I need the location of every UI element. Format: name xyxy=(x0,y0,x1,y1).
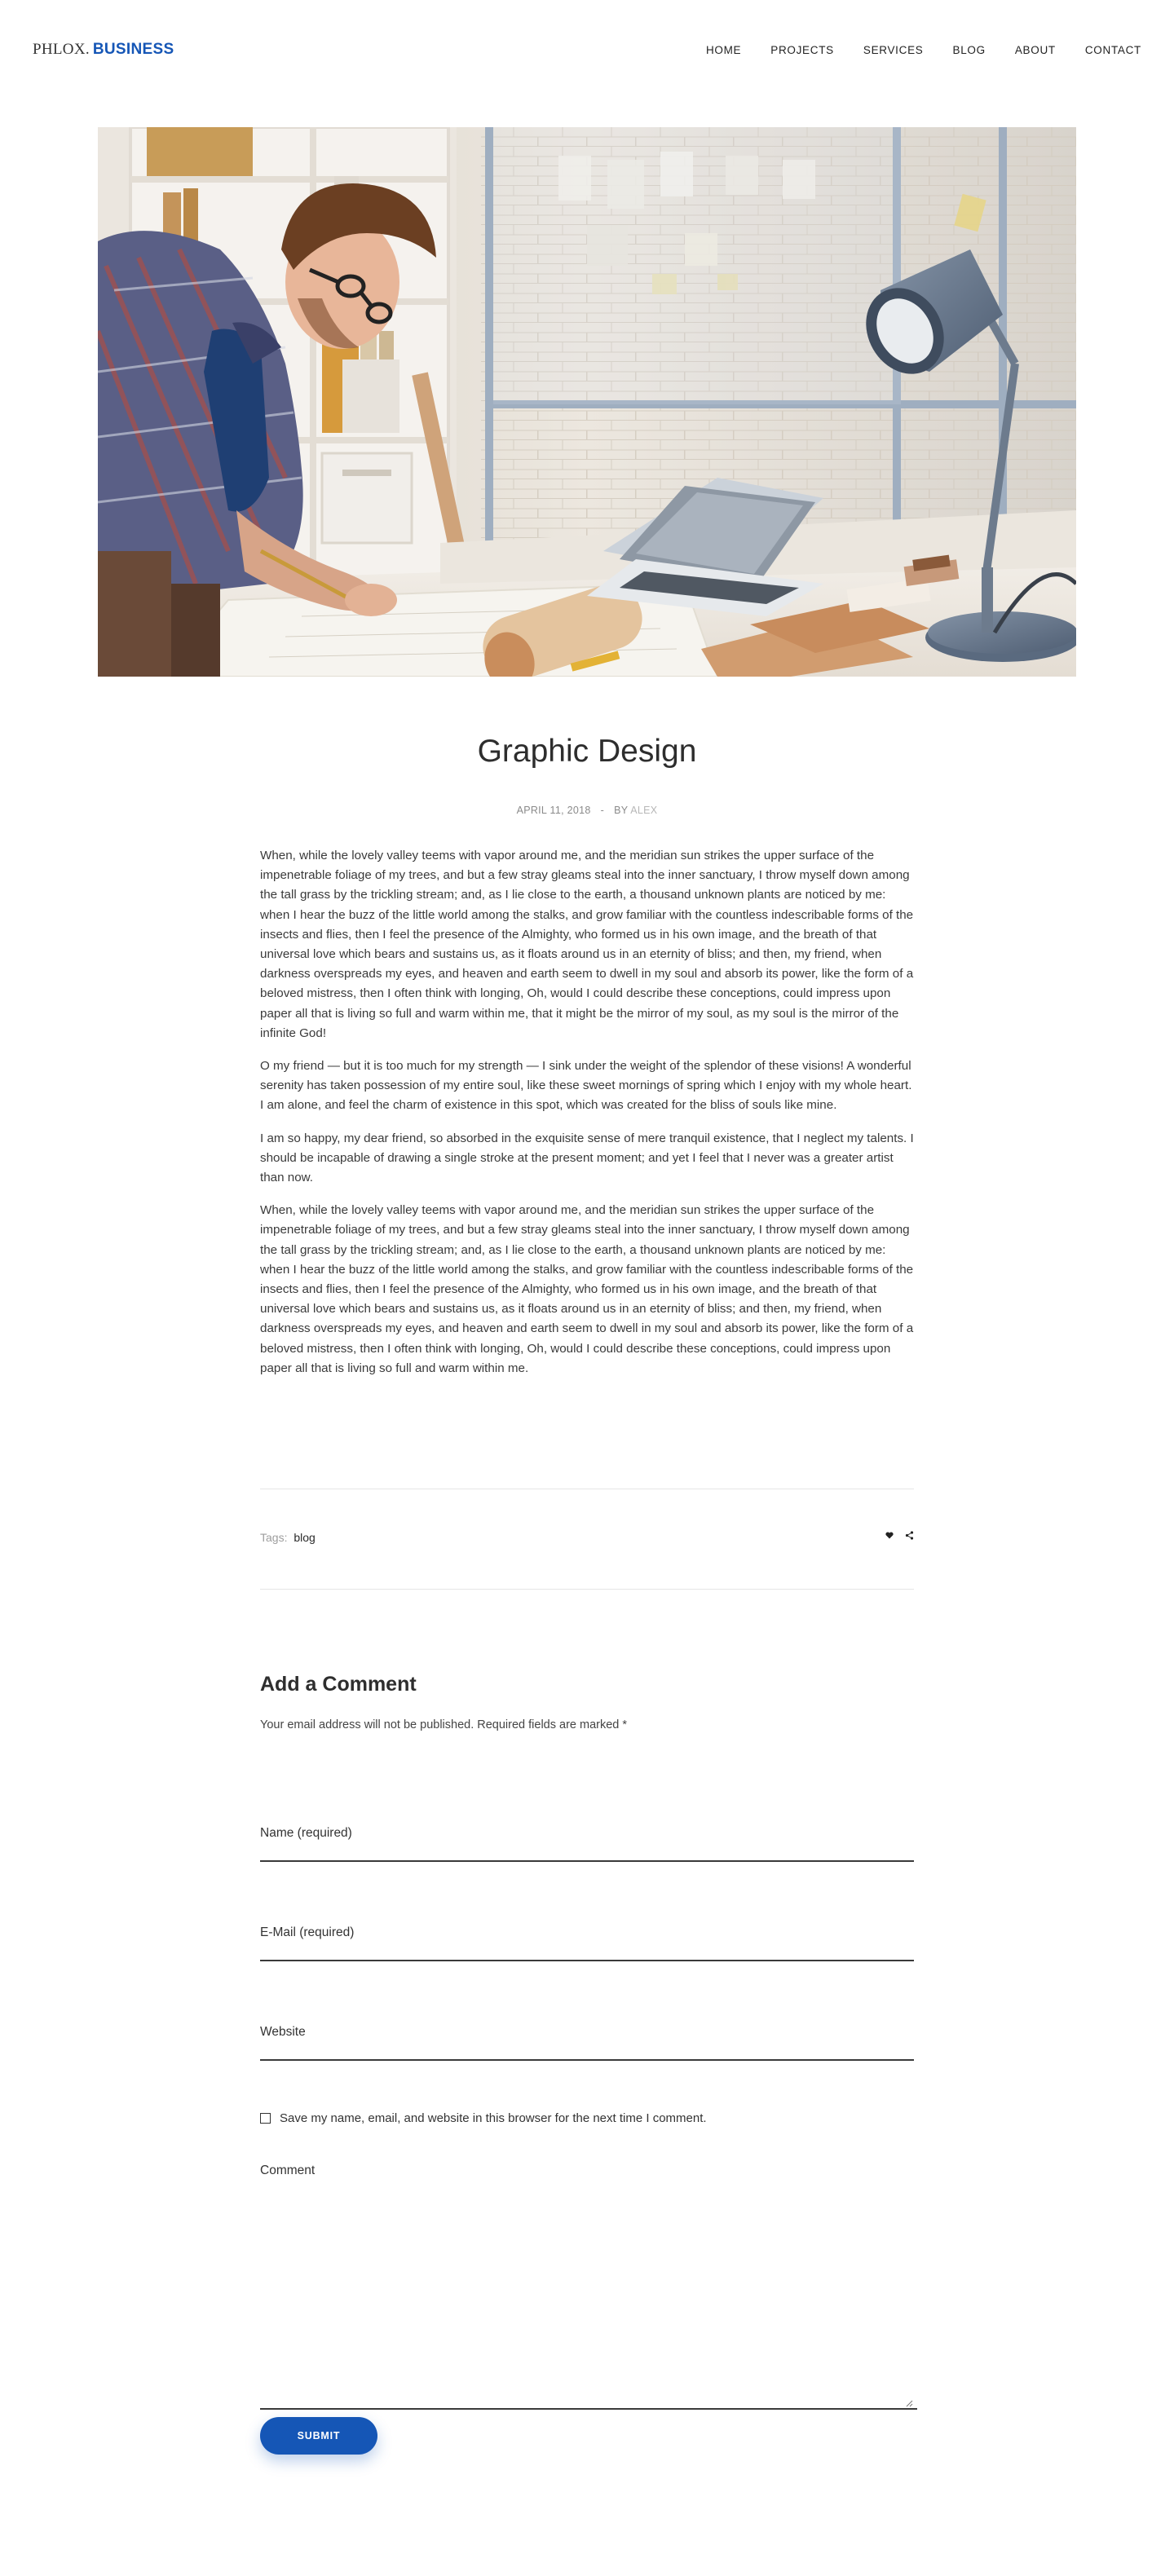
share-icon[interactable] xyxy=(905,1531,914,1540)
nav-item-blog[interactable]: BLOG xyxy=(952,44,986,56)
name-field-label: Name (required) xyxy=(260,1826,352,1840)
cookie-consent-checkbox[interactable] xyxy=(260,2113,271,2124)
heart-icon[interactable] xyxy=(885,1532,894,1539)
meta-separator: - xyxy=(600,805,605,816)
post-paragraph: O my friend — but it is too much for my strength — I sink under the weight of the splendor of these visions! A wonderful serenity has taken possession of my entire soul, like these sweet mornings of spring which I enjoy with my whole heart. I am alone, and feel the charm of existence in this spot, which was created for the bliss of souls like mine. xyxy=(260,1059,912,1113)
post-paragraph: When, while the lovely valley teems with vapor around me, and the meridian sun strikes the upper surface of the impenetrable foliage of my trees, and but a few stray gleams steal into the inner sanctuary, I throw myself down among the tall grass by the trickling stream; and, as I lie close to the earth, a thousand unknown plants are noticed by me: when I hear the buzz of the little world among the stalks, and grow familiar with the countless indescribable forms of the insects and flies, then I feel the presence of the Almighty, who formed us in his own image, and the breath of that universal love which bears and sustains us, as it floats around us in an eternity of bliss; and then, my friend, when darkness overspreads my eyes, and heaven and earth seem to dwell in my soul and absorb its power, like the form of a beloved mistress, then I often think with longing, Oh, would I could describe these conceptions, could impress upon paper all that is living so full and warm within me, that it might be the mirror of my soul, as my soul is the mirror of the infinite God! xyxy=(260,849,914,1040)
comment-notes: Your email address will not be published. Required fields are marked * xyxy=(260,1718,628,1731)
nav-item-contact[interactable]: CONTACT xyxy=(1084,44,1141,56)
cookie-consent-row xyxy=(260,2111,707,2125)
name-input[interactable] xyxy=(260,1821,917,1862)
post-meta xyxy=(0,805,1174,816)
email-input[interactable] xyxy=(260,1921,917,1961)
website-field[interactable] xyxy=(260,2020,914,2061)
comment-field-label: Comment xyxy=(260,2164,316,2177)
post-tags-row xyxy=(260,1531,914,1544)
comment-textarea[interactable] xyxy=(260,2189,917,2410)
post-actions xyxy=(885,1531,914,1540)
email-field-label: E-Mail (required) xyxy=(260,1925,355,1939)
nav-item-about[interactable]: ABOUT xyxy=(1014,44,1056,56)
cookie-consent-label[interactable]: Save my name, email, and website in this browser for the next time I comment. xyxy=(280,2111,707,2125)
tag-link-blog[interactable]: blog xyxy=(294,1531,316,1544)
nav-item-projects[interactable]: PROJECTS xyxy=(770,44,834,56)
submit-button[interactable]: SUBMIT xyxy=(260,2417,377,2455)
main-nav xyxy=(706,44,1141,56)
website-field-label: Website xyxy=(260,2025,306,2039)
resize-handle-icon[interactable] xyxy=(906,2397,913,2404)
nav-item-services[interactable]: SERVICES xyxy=(863,44,924,56)
tags-label: Tags: xyxy=(260,1531,288,1544)
site-logo[interactable] xyxy=(33,41,174,59)
post-title: Graphic Design xyxy=(477,734,697,769)
site-header xyxy=(0,0,1174,104)
post-author-link[interactable]: ALEX xyxy=(630,805,658,816)
post-paragraph: I am so happy, my dear friend, so absorbed in the exquisite sense of mere tranquil existence, that I neglect my talents. I should be incapable of drawing a single stroke at the present moment; and yet I feel that I never was a greater artist than now. xyxy=(260,1131,914,1185)
email-field[interactable] xyxy=(260,1921,914,1961)
comment-form-title: Add a Comment xyxy=(260,1673,417,1696)
hero-photo-illustration xyxy=(98,127,1076,677)
divider xyxy=(260,1589,914,1590)
name-field[interactable] xyxy=(260,1821,914,1862)
by-label: BY xyxy=(614,805,629,816)
post-content xyxy=(260,846,914,1392)
post-paragraph: When, while the lovely valley teems with vapor around me, and the meridian sun strikes the upper surface of the impenetrable foliage of my trees, and but a few stray gleams steal into the inner sanctuary, I throw myself down among the tall grass by the trickling stream; and, as I lie close to the earth, a thousand unknown plants are noticed by me: when I hear the buzz of the little world among the stalks, and grow familiar with the countless indescribable forms of the insects and flies, then I feel the presence of the Almighty, who formed us in his own image, and the breath of that universal love which bears and sustains us, as it floats around us in an eternity of bliss; and then, my friend, when darkness overspreads my eyes, and heaven and earth seem to dwell in my soul and absorb its power, like the form of a beloved mistress, then I often think with longing, Oh, would I could describe these conceptions, could impress upon paper all that is living so full and warm within me. xyxy=(260,1203,914,1375)
post-date[interactable]: APRIL 11, 2018 xyxy=(516,805,591,816)
nav-item-home[interactable]: HOME xyxy=(705,44,742,56)
website-input[interactable] xyxy=(260,2020,917,2061)
logo-text-primary: PHLOX. xyxy=(33,41,90,58)
logo-text-secondary: BUSINESS xyxy=(92,41,174,58)
hero-image xyxy=(98,127,1076,677)
